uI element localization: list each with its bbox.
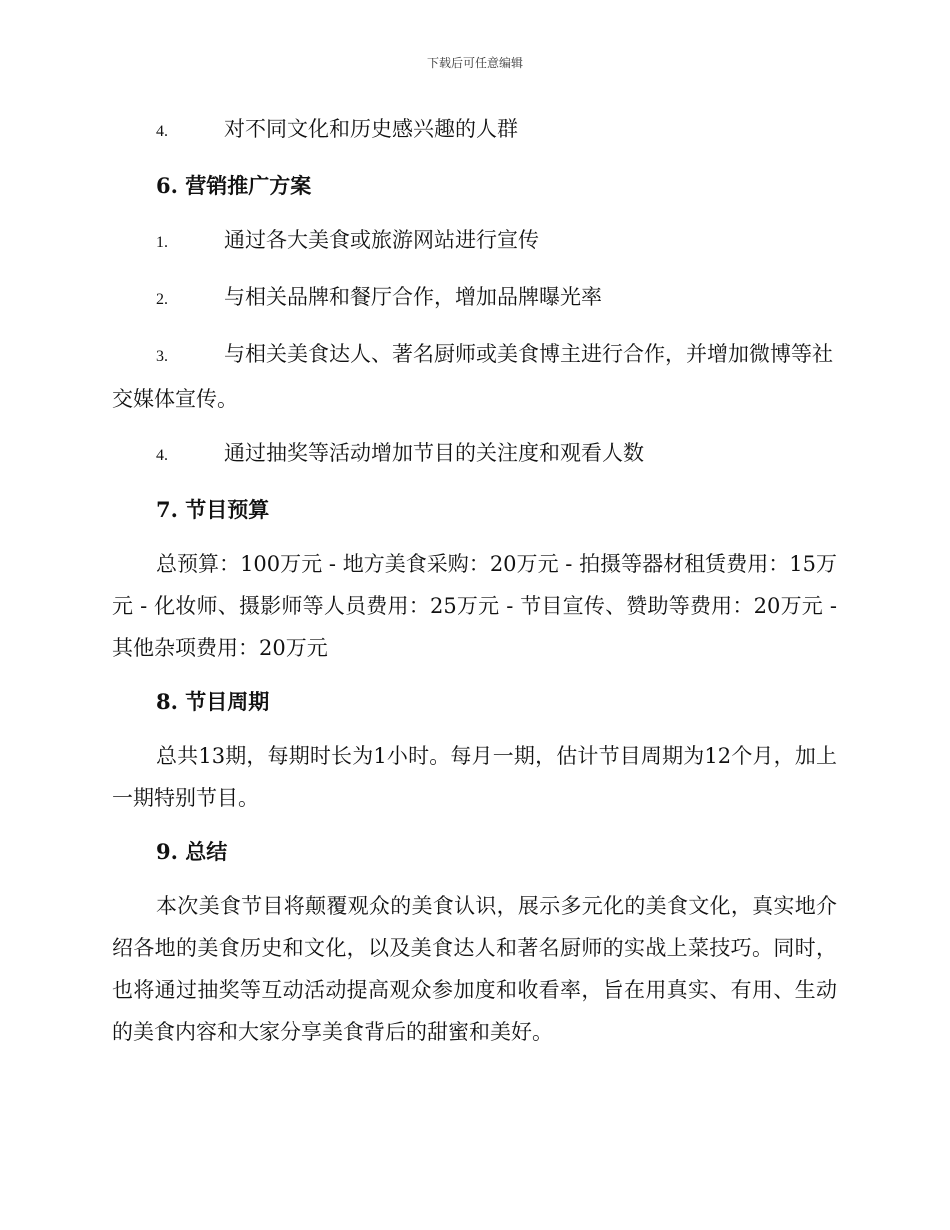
list-text: 对不同文化和历史感兴趣的人群 (224, 117, 518, 141)
section-heading-summary: 9. 总结 (156, 839, 228, 864)
section-heading-cycle: 8. 节目周期 (156, 689, 270, 714)
cycle-paragraph: 总共13期，每期时长为1小时。每月一期，估计节目周期为12个月，加上一期特别节目。 (112, 744, 837, 810)
list-item (112, 219, 837, 264)
list-number: 2. (156, 291, 168, 308)
list-text: 通过各大美食或旅游网站进行宣传 (224, 228, 539, 252)
list-number: 3. (156, 348, 168, 365)
section-heading-budget: 7. 节目预算 (156, 497, 270, 522)
budget-paragraph: 总预算：100万元 - 地方美食采购：20万元 - 拍摄等器材租赁费用：15万元 - 化妆师、摄影师等人员费用：25万元 - 节目宣传、赞助等费用：20万元 - 其他杂项费用：20万元 (112, 552, 837, 660)
list-text: 与相关美食达人、著名厨师或美食博主进行合作，并增加微博等社交媒体宣传。 (112, 342, 833, 411)
list-item (112, 432, 837, 477)
list-number: 1. (156, 234, 168, 251)
list-text: 与相关品牌和餐厅合作，增加品牌曝光率 (224, 285, 602, 309)
page-header: 下载后可任意编辑 (426, 56, 523, 70)
summary-paragraph: 本次美食节目将颠覆观众的美食认识，展示多元化的美食文化，真实地介绍各地的美食历史和文化，以及美食达人和著名厨师的实战上菜技巧。同时，也将通过抽奖等互动活动提高观众参加度和收看率，旨在用真实、有用、生动的美食内容和大家分享美食背后的甜蜜和美好。 (112, 894, 837, 1044)
list-number: 4. (156, 123, 168, 140)
section-heading-marketing: 6. 营销推广方案 (156, 173, 312, 198)
list-item (112, 333, 837, 420)
list-item (112, 108, 837, 153)
list-text: 通过抽奖等活动增加节目的关注度和观看人数 (224, 441, 644, 465)
list-number: 4. (156, 447, 168, 464)
list-item (112, 276, 837, 321)
document-body (112, 108, 837, 1065)
